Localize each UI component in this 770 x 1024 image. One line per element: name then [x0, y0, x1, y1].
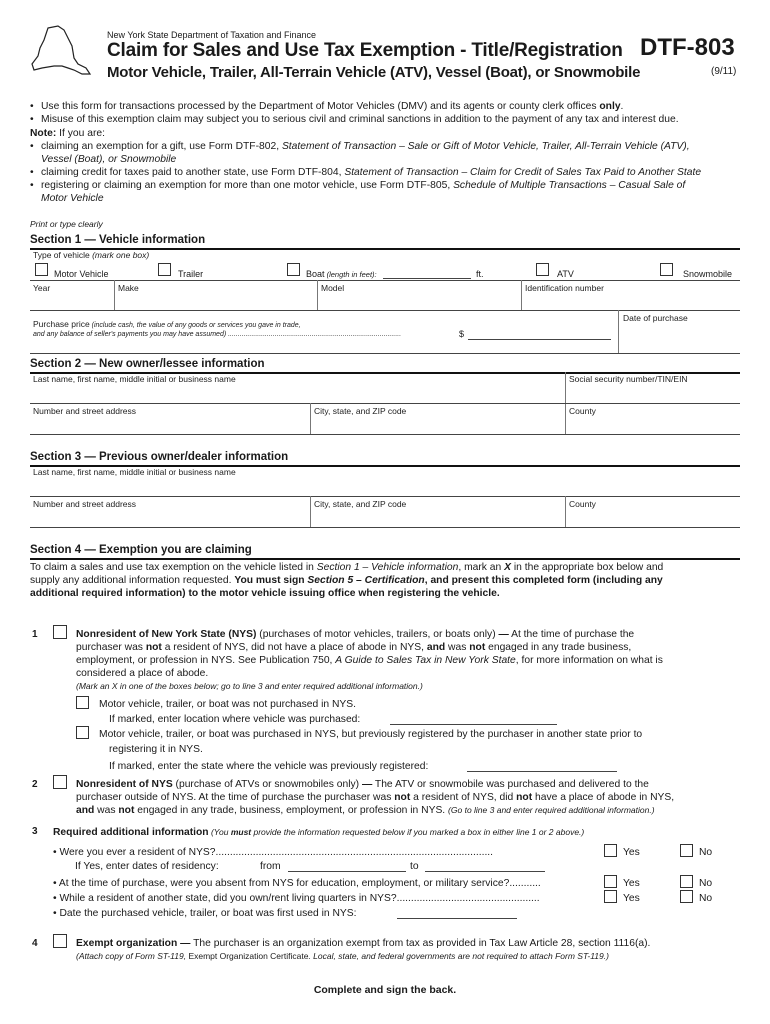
form-revision: (9/11)	[711, 66, 737, 77]
note-bullet-3: • registering or claiming an exemption for more than one motor vehicle, use Form DTF-805, Schedule of Multiple Transactions – Casual Sale of Motor Vehicle	[30, 180, 686, 204]
checkbox-trailer[interactable]	[158, 263, 171, 276]
line4-text: Exempt organization — The purchaser is an organization exempt from tax as provided in Tax Law Article 28, section 1116(a). (Attach copy of Form ST-119, Exempt Organization Certificate. Local, state, and federal governments are not required to attach Form ST-119.)	[76, 938, 651, 961]
checkbox-q1-yes[interactable]	[604, 844, 617, 857]
purchase-location-field[interactable]	[390, 724, 557, 725]
checkbox-snowmobile[interactable]	[660, 263, 673, 276]
q3-yes: Yes	[623, 893, 640, 904]
checkbox-motor-vehicle[interactable]	[35, 263, 48, 276]
previous-state-field[interactable]	[467, 771, 617, 772]
note-bullet-2: • claiming credit for taxes paid to another state, use Form DTF-804, Statement of Transaction – Claim for Credit of Sales Tax Paid to Another State	[30, 167, 702, 178]
line3-number: 3	[32, 826, 38, 837]
checkbox-atv[interactable]	[536, 263, 549, 276]
opt-boat: Boat (length in feet):	[306, 269, 377, 279]
s3-county-label: County	[569, 499, 596, 509]
q3-no: No	[699, 893, 713, 904]
nys-map-logo	[28, 24, 92, 82]
line1-opt1: Motor vehicle, trailer, or boat was not purchased in NYS.	[99, 699, 356, 710]
intro-note: Note: If you are:	[30, 128, 105, 139]
intro-block	[30, 100, 750, 205]
q2-no: No	[699, 878, 713, 889]
residency-from-field[interactable]	[288, 871, 406, 872]
opt-trailer: Trailer	[178, 269, 204, 279]
line1-opt2-sub: If marked, enter the state where the vehicle was previously registered:	[109, 761, 429, 772]
purchase-price-label: Purchase price (include cash, the value of any goods or services you gave in trade,	[33, 319, 301, 329]
boat-length-unit: ft.	[476, 269, 484, 279]
checkbox-q3-no[interactable]	[680, 890, 693, 903]
purchase-price-hint: and any balance of seller's payments you may have assumed) .........................................................................................	[33, 331, 402, 338]
form-number: DTF-803	[640, 34, 735, 61]
residency-to-field[interactable]	[425, 871, 545, 872]
opt-snowmobile: Snowmobile	[683, 269, 733, 279]
line1-opt2: Motor vehicle, trailer, or boat was purchased in NYS, but previously registered by the purchaser in another state prior to	[99, 729, 643, 740]
make-label: Make	[118, 283, 139, 293]
model-label: Model	[321, 283, 345, 293]
year-label: Year	[33, 283, 51, 293]
s2-street-label: Number and street address	[33, 406, 136, 416]
section4-title: Section 4 — Exemption you are claiming	[30, 544, 252, 556]
line4-number: 4	[32, 938, 38, 949]
checkbox-q3-yes[interactable]	[604, 890, 617, 903]
opt-motor-vehicle: Motor Vehicle	[54, 269, 109, 279]
section1-title: Section 1 — Vehicle information	[30, 234, 206, 246]
s2-name-label: Last name, first name, middle initial or business name	[33, 374, 236, 384]
line2-text: Nonresident of NYS (purchase of ATVs or snowmobiles only) — The ATV or snowmobile was purchased and delivered to the purchaser outside of NYS. At the time of purchase the purchaser was not a resident of NYS, did not have a place of abode in NYS, and was not engaged in any trade, business, employment, or profession in NYS. (Go to line 3 and enter required additional information.)	[76, 779, 675, 816]
agency-name: New York State Department of Taxation and Finance	[107, 30, 316, 40]
s3-city-label: City, state, and ZIP code	[314, 499, 407, 509]
line1-opt2b: registering it in NYS.	[109, 744, 203, 755]
line1-opt1-sub: If marked, enter location where vehicle was purchased:	[109, 714, 361, 725]
checkbox-line2[interactable]	[53, 775, 67, 789]
checkbox-q2-no[interactable]	[680, 875, 693, 888]
id-number-label: Identification number	[525, 283, 604, 293]
line1-number: 1	[32, 629, 38, 640]
checkbox-boat[interactable]	[287, 263, 300, 276]
boat-length-field[interactable]	[383, 278, 471, 279]
vehicle-type-label: Type of vehicle (mark one box)	[33, 250, 150, 260]
intro-bullet-2: • Misuse of this exemption claim may subject you to serious civil and criminal sanctions in addition to the payment of any tax and interest due.	[30, 114, 679, 125]
s3-street-label: Number and street address	[33, 499, 136, 509]
checkbox-line1-opt1[interactable]	[76, 696, 89, 709]
s2-county-label: County	[569, 406, 596, 416]
section2-title: Section 2 — New owner/lessee information	[30, 358, 265, 370]
from-label: from	[260, 861, 281, 872]
to-label: to	[410, 861, 419, 872]
first-used-date-field[interactable]	[397, 918, 517, 919]
q1-no: No	[699, 847, 713, 858]
line3-title: Required additional information (You must provide the information requested below if you marked a box in either line 1 or 2 above.)	[53, 827, 585, 838]
note-bullet-1: • claiming an exemption for a gift, use Form DTF-802, Statement of Transaction – Sale or Gift of Motor Vehicle, Trailer, All-Terrain Vehicle (ATV), Vessel (Boat), or Snowmobile	[30, 141, 690, 165]
q1-yes: Yes	[623, 847, 640, 858]
q2-yes: Yes	[623, 878, 640, 889]
checkbox-q2-yes[interactable]	[604, 875, 617, 888]
q2-row: • At the time of purchase, were you absent from NYS for education, employment, or military service?...........	[53, 878, 541, 889]
q4-row: • Date the purchased vehicle, trailer, or boat was first used in NYS:	[53, 908, 357, 919]
checkbox-line4[interactable]	[53, 934, 67, 948]
checkbox-q1-no[interactable]	[680, 844, 693, 857]
date-purchase-label: Date of purchase	[623, 313, 688, 323]
print-note: Print or type clearly	[30, 219, 103, 229]
form-title: Claim for Sales and Use Tax Exemption - Title/Registration	[107, 40, 623, 61]
intro-bullet-1: • Use this form for transactions processed by the Department of Motor Vehicles (DMV) and its agents or county clerk offices only.	[30, 101, 624, 112]
s2-city-label: City, state, and ZIP code	[314, 406, 407, 416]
section3-title: Section 3 — Previous owner/dealer information	[30, 451, 289, 463]
form-subtitle: Motor Vehicle, Trailer, All-Terrain Vehicle (ATV), Vessel (Boat), or Snowmobile	[107, 64, 641, 81]
section4-instructions: To claim a sales and use tax exemption on the vehicle listed in Section 1 – Vehicle information, mark an X in the appropriate box below and supply any additional information requested. You must sign Section 5 – Certification, and present this completed form (including any additional required information) to the motor vehicle issuing office when registering the vehicle.	[30, 562, 664, 599]
dollar-sign: $	[459, 329, 465, 339]
purchase-price-field[interactable]	[468, 339, 611, 340]
checkbox-line1-opt2[interactable]	[76, 726, 89, 739]
footer-instruction: Complete and sign the back.	[313, 984, 457, 996]
q3-row: • While a resident of another state, did you own/rent living quarters in NYS?..................................................	[53, 893, 540, 904]
line1-text: Nonresident of New York State (NYS) (purchases of motor vehicles, trailers, or boats only) — At the time of purchase the purchaser was not a resident of NYS, did not have a place of abode in NYS, and was not engaged in any trade business, employment, or profession in NYS. See Publication 750, A Guide to Sales Tax in New York State, for more information on what is considered a place of abode. (Mark an X in one of the boxes below; go to line 3 and enter required additional information.)	[76, 629, 663, 691]
opt-atv: ATV	[557, 269, 574, 279]
line2-number: 2	[32, 779, 38, 790]
s2-ssn-label: Social security number/TIN/EIN	[569, 374, 688, 384]
s3-name-label: Last name, first name, middle initial or business name	[33, 467, 236, 477]
q1-row: • Were you ever a resident of NYS?.................................................................................................	[53, 847, 494, 858]
q1-sub: If Yes, enter dates of residency:	[75, 861, 219, 872]
checkbox-line1[interactable]	[53, 625, 67, 639]
